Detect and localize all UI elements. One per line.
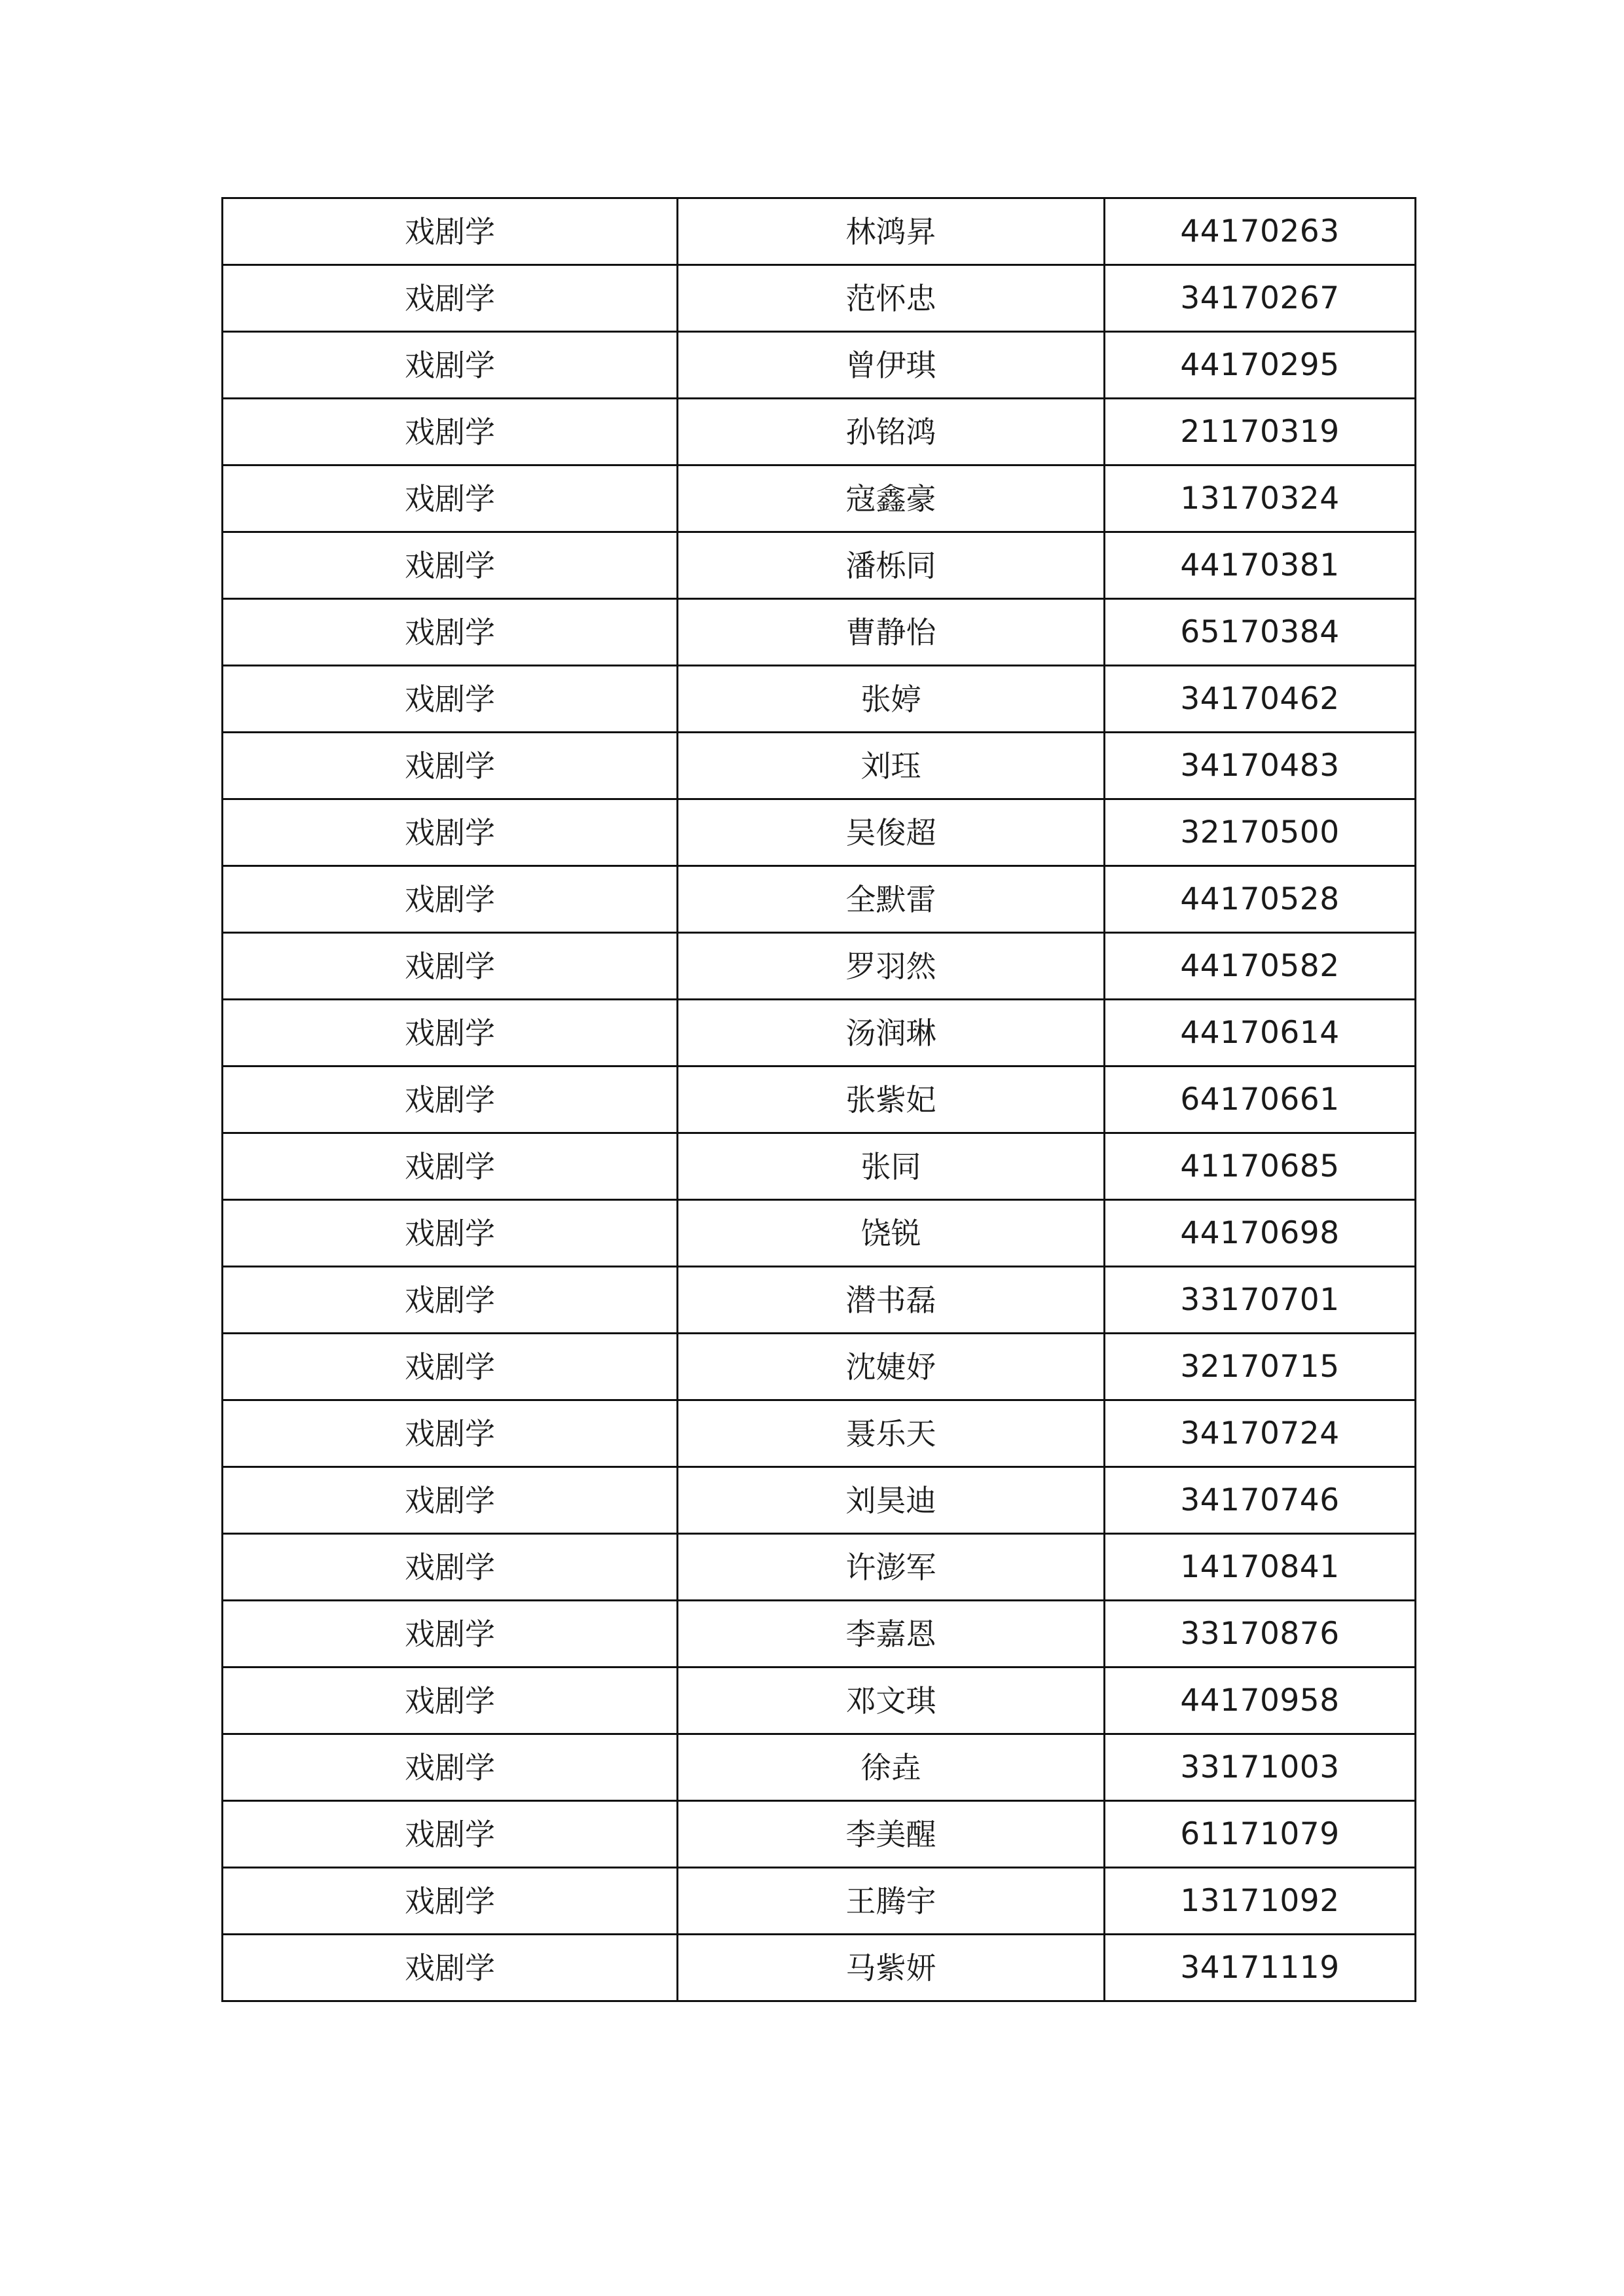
student-name-cell: 聂乐天 (678, 1400, 1105, 1467)
table-row (223, 532, 1416, 599)
student-id-cell: 44170582 (1105, 933, 1416, 1000)
student-name-cell: 潜书磊 (678, 1267, 1105, 1334)
table-row (223, 1734, 1416, 1801)
major-cell: 戏剧学 (223, 1066, 678, 1133)
student-id-cell: 34170746 (1105, 1467, 1416, 1534)
table-row (223, 198, 1416, 265)
student-name-cell: 刘珏 (678, 733, 1105, 799)
student-name-cell: 许澎军 (678, 1534, 1105, 1601)
table-row (223, 1868, 1416, 1935)
major-cell: 戏剧学 (223, 399, 678, 465)
table-row (223, 1334, 1416, 1400)
table-row (223, 332, 1416, 399)
student-name-cell: 徐垚 (678, 1734, 1105, 1801)
major-cell: 戏剧学 (223, 1734, 678, 1801)
major-cell: 戏剧学 (223, 1601, 678, 1667)
student-name-cell: 王腾宇 (678, 1868, 1105, 1935)
student-name-cell: 孙铭鸿 (678, 399, 1105, 465)
student-id-cell: 65170384 (1105, 599, 1416, 666)
table-row (223, 1467, 1416, 1534)
student-id-cell: 13171092 (1105, 1868, 1416, 1935)
table-row (223, 1601, 1416, 1667)
student-id-cell: 44170614 (1105, 1000, 1416, 1066)
student-name-cell: 张紫妃 (678, 1066, 1105, 1133)
major-cell: 戏剧学 (223, 465, 678, 532)
student-id-cell: 33170876 (1105, 1601, 1416, 1667)
major-cell: 戏剧学 (223, 1334, 678, 1400)
major-cell: 戏剧学 (223, 1133, 678, 1200)
student-id-cell: 21170319 (1105, 399, 1416, 465)
table-row (223, 1066, 1416, 1133)
student-name-cell: 张同 (678, 1133, 1105, 1200)
student-name-cell: 范怀忠 (678, 265, 1105, 332)
student-id-cell: 14170841 (1105, 1534, 1416, 1601)
student-name-cell: 李嘉恩 (678, 1601, 1105, 1667)
student-id-cell: 61171079 (1105, 1801, 1416, 1868)
table-row (223, 733, 1416, 799)
student-name-cell: 全默雷 (678, 866, 1105, 933)
table-row (223, 1667, 1416, 1734)
major-cell: 戏剧学 (223, 933, 678, 1000)
major-cell: 戏剧学 (223, 599, 678, 666)
table-row (223, 465, 1416, 532)
student-id-cell: 44170528 (1105, 866, 1416, 933)
student-name-cell: 曹静怡 (678, 599, 1105, 666)
major-cell: 戏剧学 (223, 1467, 678, 1534)
student-roster-table (221, 197, 1416, 2002)
table-row (223, 1200, 1416, 1267)
student-id-cell: 44170263 (1105, 198, 1416, 265)
student-name-cell: 罗羽然 (678, 933, 1105, 1000)
table-row (223, 1801, 1416, 1868)
table-row (223, 1400, 1416, 1467)
major-cell: 戏剧学 (223, 1534, 678, 1601)
student-id-cell: 44170381 (1105, 532, 1416, 599)
major-cell: 戏剧学 (223, 1935, 678, 2001)
student-id-cell: 33170701 (1105, 1267, 1416, 1334)
student-name-cell: 潘栎同 (678, 532, 1105, 599)
student-id-cell: 44170295 (1105, 332, 1416, 399)
table-row (223, 799, 1416, 866)
student-id-cell: 34170724 (1105, 1400, 1416, 1467)
major-cell: 戏剧学 (223, 1000, 678, 1066)
major-cell: 戏剧学 (223, 733, 678, 799)
student-id-cell: 13170324 (1105, 465, 1416, 532)
student-id-cell: 33171003 (1105, 1734, 1416, 1801)
table-row (223, 1267, 1416, 1334)
student-id-cell: 32170715 (1105, 1334, 1416, 1400)
student-id-cell: 41170685 (1105, 1133, 1416, 1200)
roster-table-body (223, 198, 1416, 2001)
major-cell: 戏剧学 (223, 265, 678, 332)
student-name-cell: 刘昊迪 (678, 1467, 1105, 1534)
table-row (223, 1935, 1416, 2001)
table-row (223, 933, 1416, 1000)
student-id-cell: 32170500 (1105, 799, 1416, 866)
student-name-cell: 吴俊超 (678, 799, 1105, 866)
student-id-cell: 34171119 (1105, 1935, 1416, 2001)
student-id-cell: 44170698 (1105, 1200, 1416, 1267)
student-id-cell: 44170958 (1105, 1667, 1416, 1734)
table-row (223, 1000, 1416, 1066)
student-name-cell: 汤润琳 (678, 1000, 1105, 1066)
student-name-cell: 李美醒 (678, 1801, 1105, 1868)
student-name-cell: 邓文琪 (678, 1667, 1105, 1734)
student-name-cell: 饶锐 (678, 1200, 1105, 1267)
table-row (223, 265, 1416, 332)
student-id-cell: 34170483 (1105, 733, 1416, 799)
major-cell: 戏剧学 (223, 532, 678, 599)
table-row (223, 399, 1416, 465)
major-cell: 戏剧学 (223, 198, 678, 265)
major-cell: 戏剧学 (223, 799, 678, 866)
student-name-cell: 沈婕妤 (678, 1334, 1105, 1400)
table-row (223, 599, 1416, 666)
major-cell: 戏剧学 (223, 1801, 678, 1868)
student-name-cell: 寇鑫豪 (678, 465, 1105, 532)
table-row (223, 1534, 1416, 1601)
table-row (223, 866, 1416, 933)
major-cell: 戏剧学 (223, 1667, 678, 1734)
major-cell: 戏剧学 (223, 1200, 678, 1267)
table-row (223, 666, 1416, 733)
student-name-cell: 林鸿昇 (678, 198, 1105, 265)
major-cell: 戏剧学 (223, 1267, 678, 1334)
table-row (223, 1133, 1416, 1200)
major-cell: 戏剧学 (223, 866, 678, 933)
student-name-cell: 曾伊琪 (678, 332, 1105, 399)
major-cell: 戏剧学 (223, 1868, 678, 1935)
student-id-cell: 64170661 (1105, 1066, 1416, 1133)
student-name-cell: 马紫妍 (678, 1935, 1105, 2001)
major-cell: 戏剧学 (223, 666, 678, 733)
major-cell: 戏剧学 (223, 1400, 678, 1467)
student-id-cell: 34170267 (1105, 265, 1416, 332)
major-cell: 戏剧学 (223, 332, 678, 399)
student-id-cell: 34170462 (1105, 666, 1416, 733)
student-name-cell: 张婷 (678, 666, 1105, 733)
